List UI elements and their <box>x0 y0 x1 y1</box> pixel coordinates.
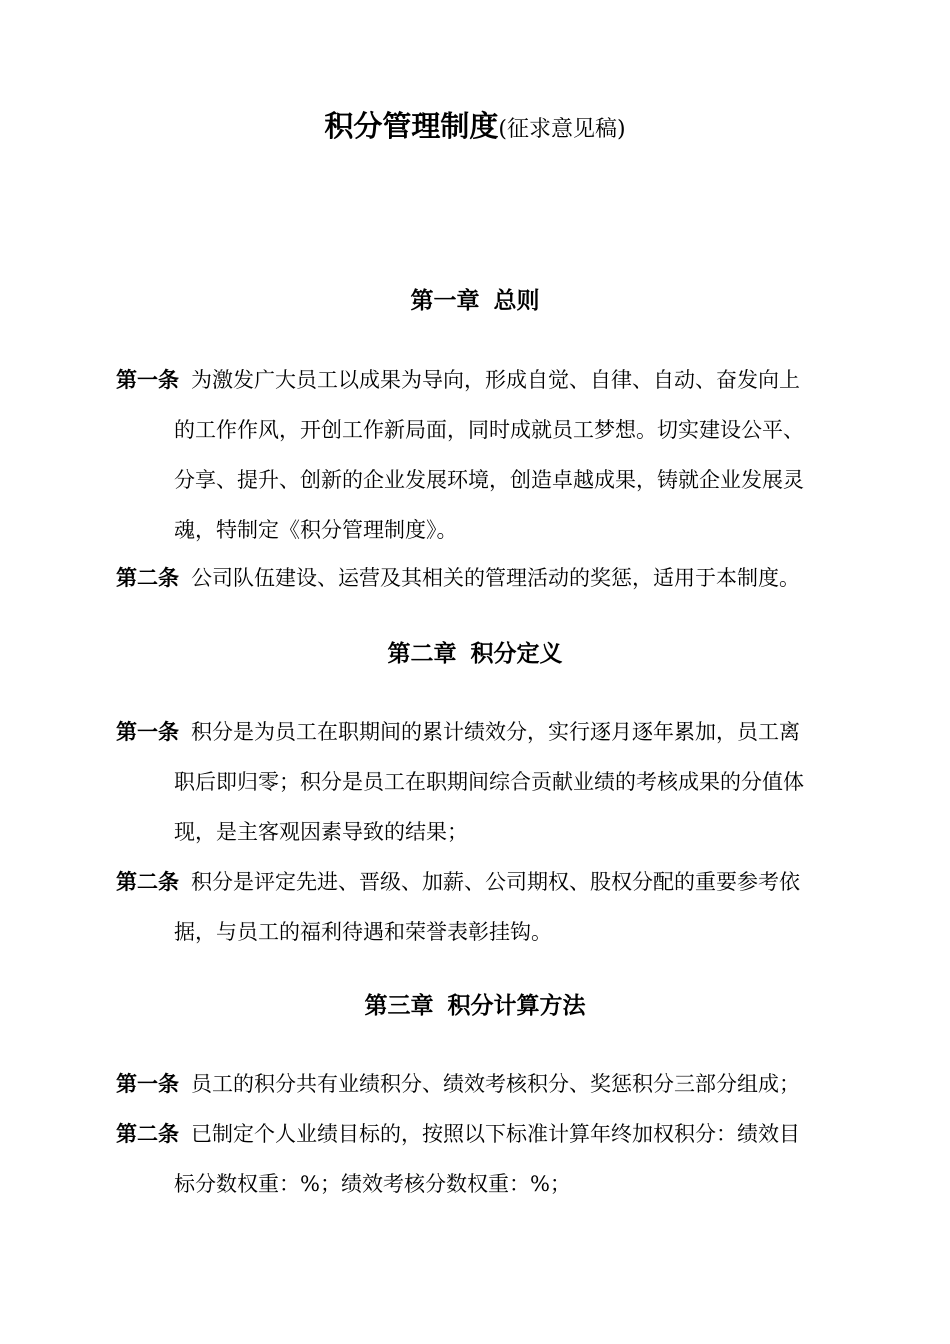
chapter-name: 总则 <box>493 288 540 314</box>
article-line: 标分数权重：%；绩效考核分数权重：%； <box>174 1172 571 1196</box>
article-line: 据，与员工的福利待遇和荣誉表彰挂钩。 <box>174 920 552 944</box>
chapter-name: 积分计算方法 <box>447 993 586 1019</box>
article <box>116 1059 858 1109</box>
title-main: 积分管理制度 <box>324 109 499 143</box>
article <box>116 553 858 603</box>
article <box>116 1109 858 1209</box>
chapter-name: 积分定义 <box>470 641 563 667</box>
chapter-heading <box>0 636 950 672</box>
article-line: 公司队伍建设、运营及其相关的管理活动的奖惩，适用于本制度。 <box>191 566 800 590</box>
title-subtitle: (征求意见稿) <box>498 117 626 142</box>
chapter-number: 第二章 <box>387 641 457 667</box>
document-title <box>0 106 950 150</box>
article-line: 现，是主客观因素导致的结果； <box>174 820 468 844</box>
chapter-heading <box>0 283 950 319</box>
article-line: 职后即归零；积分是员工在职期间综合贡献业绩的考核成果的分值体 <box>174 770 804 794</box>
article-line: 积分是评定先进、晋级、加薪、公司期权、股权分配的重要参考依 <box>191 870 800 894</box>
article-line: 的工作作风，开创工作新局面，同时成就员工梦想。切实建设公平、 <box>174 418 804 442</box>
chapter-heading <box>0 988 950 1024</box>
article <box>116 707 858 857</box>
article-label: 第二条 <box>116 870 179 894</box>
article-line: 积分是为员工在职期间的累计绩效分，实行逐月逐年累加，员工离 <box>191 720 800 744</box>
article-line: 魂，特制定《积分管理制度》。 <box>174 518 458 542</box>
article-line: 为激发广大员工以成果为导向，形成自觉、自律、自动、奋发向上 <box>191 368 800 392</box>
article-line: 已制定个人业绩目标的，按照以下标准计算年终加权积分：绩效目 <box>191 1122 800 1146</box>
article-label: 第一条 <box>116 720 179 744</box>
article-label: 第一条 <box>116 368 179 392</box>
chapter-number: 第一章 <box>410 288 480 314</box>
article-label: 第二条 <box>116 566 179 590</box>
article-label: 第一条 <box>116 1072 179 1096</box>
article-label: 第二条 <box>116 1122 179 1146</box>
article <box>116 355 858 555</box>
article-line: 分享、提升、创新的企业发展环境，创造卓越成果，铸就企业发展灵 <box>174 468 804 492</box>
article-line: 员工的积分共有业绩积分、绩效考核积分、奖惩积分三部分组成； <box>191 1072 800 1096</box>
article <box>116 857 858 957</box>
chapter-number: 第三章 <box>364 993 434 1019</box>
